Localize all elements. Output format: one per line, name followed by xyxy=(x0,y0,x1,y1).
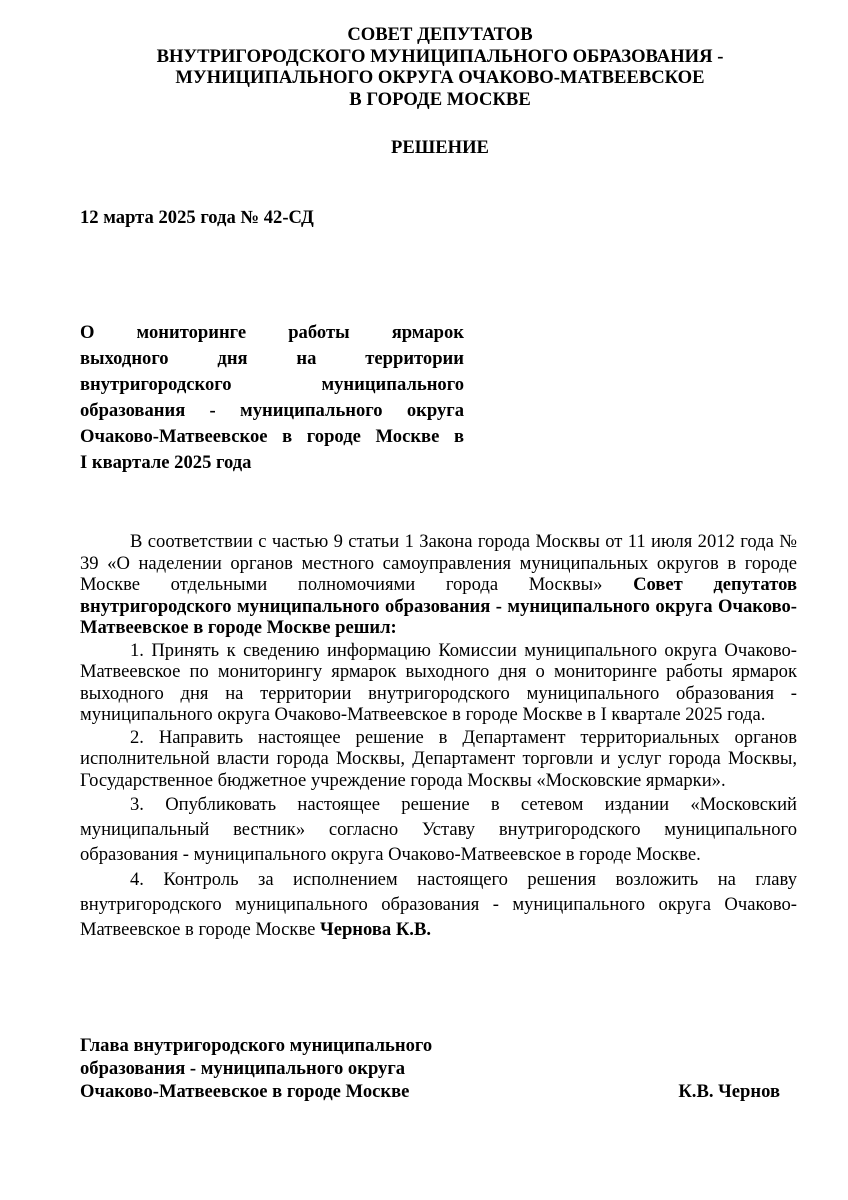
signature-position-line: Очаково-Матвеевское в городе Москве xyxy=(80,1081,410,1102)
decision-item-3: 3. Опубликовать настоящее решение в сетевом издании «Московский муниципальный вестник» согласно Уставу внутригородского муниципального образования - муниципального округа Очаково-Матвеевское в городе Москве. xyxy=(80,794,797,865)
decision-item-2: 2. Направить настоящее решение в Департамент территориальных органов исполнительной власти города Москвы, Департамент торговли и услуг города Москвы, Государственное бюджетное учреждение города Москвы «Московские ярмарки». xyxy=(80,726,797,791)
item-4-text: 4. Контроль за исполнением настоящего решения возложить на главу внутригородского муниципального образования - муниципального округа Очаково-Матвеевское в городе Москве xyxy=(80,869,797,940)
decision-body xyxy=(80,531,797,942)
decision-item-1: 1. Принять к сведению информацию Комиссии муниципального округа Очаково-Матвеевское по мониторингу ярмарок выходного дня о мониторинге работы ярмарок выходного дня на территории внутригородского муниципального образования - муниципального округа Очаково-Матвеевское в городе Москве в I квартале 2025 года. xyxy=(80,639,797,725)
subject-line: выходного дня на территории xyxy=(80,348,464,369)
header-line-formation: ВНУТРИГОРОДСКОГО МУНИЦИПАЛЬНОГО ОБРАЗОВАНИЯ - xyxy=(156,45,724,67)
header-line-district: МУНИЦИПАЛЬНОГО ОКРУГА ОЧАКОВО-МАТВЕЕВСКОЕ xyxy=(175,67,705,88)
signature-position-line: образования - муниципального округа xyxy=(80,1058,406,1079)
preamble-paragraph xyxy=(80,531,797,639)
preamble-text: В соответствии с частью 9 статьи 1 Закона города Москвы от 11 июля 2012 года № 39 «О наделении органов местного самоуправления муниципальных округов в городе Москве отдельными полномочиями города Москвы» xyxy=(80,531,797,595)
subject-line: I квартале 2025 года xyxy=(80,452,252,473)
signatory-name: К.В. Чернов xyxy=(678,1081,780,1102)
signature-position-line: Глава внутригородского муниципального xyxy=(80,1035,433,1056)
item-4-responsible: Чернова К.В. xyxy=(320,919,432,940)
subject-line: О мониторинге работы ярмарок xyxy=(80,322,464,343)
header-line-city: В ГОРОДЕ МОСКВЕ xyxy=(349,88,531,110)
document-date-number: 12 марта 2025 года № 42-СД xyxy=(80,207,314,228)
decision-subject xyxy=(80,320,464,476)
subject-line: образования - муниципального округа xyxy=(80,400,464,421)
subject-line: Очаково-Матвеевское в городе Москве в xyxy=(80,426,464,447)
header-line-council: СОВЕТ ДЕПУТАТОВ xyxy=(347,24,533,45)
document-title: РЕШЕНИЕ xyxy=(391,137,489,158)
signature-block xyxy=(80,1034,800,1103)
subject-line: внутригородского муниципального xyxy=(80,374,464,395)
preamble-resolution: Совет депутатов внутригородского муниципального образования - муниципального округа Очаково-Матвеевское в городе Москве решил: xyxy=(80,574,798,638)
document-header xyxy=(80,24,800,110)
decision-item-4 xyxy=(80,867,797,942)
